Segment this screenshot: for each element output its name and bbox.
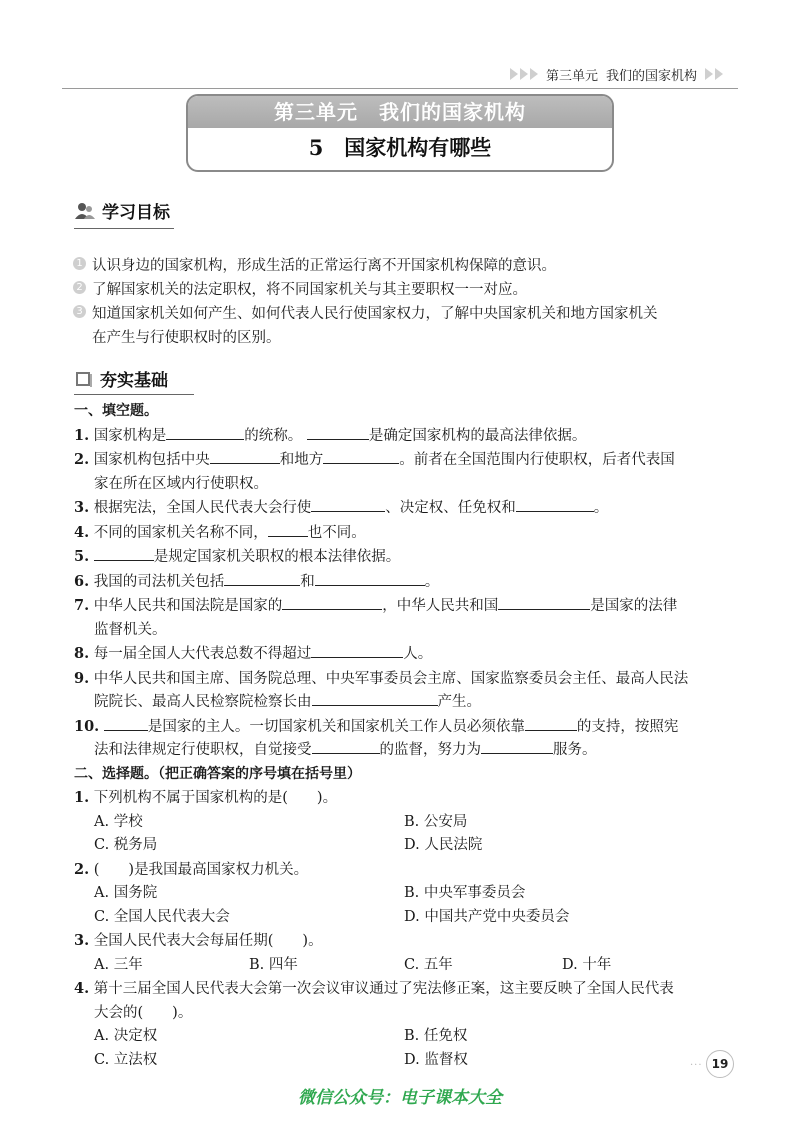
answer-blank[interactable] <box>311 643 403 658</box>
page-number: 19 <box>706 1050 734 1078</box>
objective-number: 3 <box>73 305 86 318</box>
answer-blank[interactable] <box>323 449 399 464</box>
question-2-cont: 家在所在区域内行使职权。 <box>94 475 268 492</box>
part1-title: 一、填空题。 <box>74 403 158 419</box>
mc-question-4 <box>74 977 734 1002</box>
fill-in-section <box>74 400 734 1072</box>
question-text: 的监督，努力为 <box>379 742 481 758</box>
question-6 <box>74 570 734 595</box>
question-number: 2. <box>74 860 90 878</box>
question-text: 、决定权、任免权和 <box>385 500 516 516</box>
question-7 <box>74 594 734 619</box>
question-number: 1. <box>74 426 90 444</box>
question-text: 不同的国家机关名称不同， <box>93 524 268 541</box>
header-divider <box>62 88 738 89</box>
answer-blank[interactable] <box>166 425 244 440</box>
mc-option[interactable]: B. 中央军事委员会 <box>404 885 526 901</box>
answer-blank[interactable] <box>498 595 590 610</box>
question-text: 国家机构包括中央 <box>93 452 210 468</box>
objective-item <box>73 254 733 278</box>
question-number: 2. <box>74 451 90 468</box>
question-text: 和地方 <box>279 452 324 468</box>
header-decoration-right-icon <box>705 68 723 80</box>
question-3 <box>74 496 734 521</box>
answer-blank[interactable] <box>282 595 382 610</box>
question-text: 是国家的法律 <box>590 598 678 614</box>
header-unit: 第三单元 <box>546 68 599 84</box>
question-text: 法和法律规定行使职权，自觉接受 <box>94 742 312 758</box>
answer-blank[interactable] <box>104 716 148 731</box>
question-9 <box>74 667 734 692</box>
mc-question-2 <box>74 858 734 883</box>
objective-number: 1 <box>73 257 86 270</box>
objectives-title: 学习目标 <box>102 203 170 223</box>
part2-title: 二、选择题。（把正确答案的序号填在括号里） <box>74 765 361 782</box>
mc-option[interactable]: A. 学校 <box>94 813 143 830</box>
mc-option[interactable]: C. 立法权 <box>94 1051 158 1068</box>
lesson-title: 5 国家机构有哪些 <box>308 135 492 160</box>
running-header <box>510 64 723 84</box>
question-text: 院院长、最高人民检察院检察长由 <box>94 694 312 710</box>
question-number: 6. <box>74 572 90 590</box>
question-text: 的支持，按照宪 <box>576 718 679 735</box>
question-text: ( )是我国最高国家权力机关。 <box>93 861 309 878</box>
title-box <box>186 94 614 172</box>
question-7-cont: 监督机关。 <box>94 621 167 638</box>
basics-title: 夯实基础 <box>100 371 168 391</box>
objective-item <box>73 302 733 350</box>
objective-number: 2 <box>73 281 86 294</box>
question-1 <box>74 424 734 449</box>
question-text: 根据宪法，全国人民代表大会行使 <box>93 500 312 516</box>
watermark: 微信公众号：电子课本大全 <box>298 1088 502 1108</box>
objective-item <box>73 278 733 302</box>
mc-option[interactable]: D. 十年 <box>562 956 612 973</box>
answer-blank[interactable] <box>312 691 438 706</box>
answer-blank[interactable] <box>224 571 300 586</box>
question-8 <box>74 642 734 667</box>
question-text: 和 <box>300 573 315 590</box>
question-text: 。 <box>424 573 440 590</box>
question-9-cont <box>74 691 734 715</box>
question-text: 每一届全国人大代表总数不得超过 <box>93 646 312 662</box>
basics-header <box>74 366 168 391</box>
answer-blank[interactable] <box>268 522 308 537</box>
answer-blank[interactable] <box>307 425 369 440</box>
question-number: 3. <box>74 932 90 949</box>
mc-options <box>74 1025 734 1049</box>
question-number: 1. <box>74 789 90 806</box>
question-number: 3. <box>74 499 90 516</box>
question-text: 中华人民共和国法院是国家的 <box>93 598 283 614</box>
header-decoration-icon <box>510 68 538 80</box>
question-text: 中华人民共和国主席、国务院总理、中央军事委员会主席、国家监察委员会主任、最高人民法 <box>93 670 689 687</box>
question-text: 下列机构不属于国家机构的是( )。 <box>93 790 338 806</box>
question-text: 是规定国家机关职权的根本法律依据。 <box>153 549 401 565</box>
question-text: 第十三届全国人民代表大会第一次会议审议通过了宪法修正案，这主要反映了全国人民代表 <box>93 981 674 997</box>
objectives-list <box>73 254 733 350</box>
basics-underline <box>74 394 194 395</box>
mc-options <box>74 906 734 930</box>
question-number: 5. <box>74 548 90 565</box>
question-text: 是国家的主人。一切国家机关和国家机关工作人员必须依靠 <box>147 718 525 735</box>
mc-option[interactable]: C. 五年 <box>404 956 453 973</box>
question-number: 9. <box>74 669 90 687</box>
mc-option[interactable]: D. 中国共产党中央委员会 <box>404 908 570 925</box>
objective-text: 了解国家机关的法定职权，将不同国家机关与其主要职权一一对应。 <box>92 282 527 298</box>
answer-blank[interactable] <box>311 497 385 512</box>
answer-blank[interactable] <box>312 739 380 754</box>
question-text: 产生。 <box>437 694 481 710</box>
mc-option[interactable]: A. 决定权 <box>94 1028 158 1044</box>
mc-option[interactable]: B. 公安局 <box>404 813 468 830</box>
mc-option[interactable]: C. 全国人民代表大会 <box>94 908 230 925</box>
question-10 <box>74 715 734 740</box>
unit-title: 第三单元 我们的国家机构 <box>188 96 612 128</box>
mc-options <box>74 954 734 978</box>
objective-text: 知道国家机关如何产生、如何代表人民行使国家权力，了解中央国家机关和地方国家机关 <box>92 306 658 322</box>
objectives-underline <box>74 228 174 229</box>
question-5 <box>74 545 734 570</box>
answer-blank[interactable] <box>481 739 553 754</box>
question-number: 4. <box>74 980 90 997</box>
mc-option[interactable]: C. 税务局 <box>94 837 158 853</box>
mc-option[interactable]: B. 任免权 <box>404 1028 468 1044</box>
question-2 <box>74 448 734 473</box>
page-badge-decoration-icon: ··· <box>690 1060 703 1071</box>
objective-text-cont: 在产生与行使职权时的区别。 <box>92 330 281 346</box>
question-text: 我国的司法机关包括 <box>93 573 225 590</box>
question-number: 10. <box>74 717 100 735</box>
question-text: 全国人民代表大会每届任期( )。 <box>93 933 323 949</box>
mc-option[interactable]: A. 三年 <box>94 956 143 973</box>
question-number: 7. <box>74 597 90 614</box>
question-number: 4. <box>74 523 90 541</box>
user-group-icon <box>74 200 96 222</box>
mc-option[interactable]: D. 人民法院 <box>404 837 483 853</box>
question-text: 人。 <box>403 646 433 662</box>
mc-option[interactable]: B. 四年 <box>249 956 298 973</box>
answer-blank[interactable] <box>210 449 280 464</box>
book-icon <box>74 369 94 389</box>
header-title: 我们的国家机构 <box>606 68 698 84</box>
mc-question-3 <box>74 929 734 954</box>
question-text: 。 <box>593 500 609 516</box>
question-text: 国家机构是 <box>93 427 167 444</box>
answer-blank[interactable] <box>94 546 154 561</box>
question-4 <box>74 521 734 546</box>
question-text: 服务。 <box>553 742 597 758</box>
mc-options <box>74 1049 734 1073</box>
objectives-header <box>74 198 170 223</box>
objective-text: 认识身边的国家机构，形成生活的正常运行离不开国家机构保障的意识。 <box>92 258 556 274</box>
question-text: 。前者在全国范围内行使职权，后者代表国 <box>399 452 675 468</box>
answer-blank[interactable] <box>315 571 425 586</box>
question-10-cont <box>74 739 734 763</box>
question-text: 是确定国家机构的最高法律依据。 <box>368 427 587 444</box>
mc-options <box>74 882 734 906</box>
mc-question-1 <box>74 786 734 811</box>
mc-options <box>74 811 734 835</box>
question-text: ，中华人民共和国 <box>382 598 499 614</box>
mc-option[interactable]: D. 监督权 <box>404 1051 468 1068</box>
question-text: 的统称。 <box>244 427 303 444</box>
answer-blank[interactable] <box>525 716 577 731</box>
answer-blank[interactable] <box>516 497 594 512</box>
mc-question-4-cont: 大会的( )。 <box>94 1004 193 1021</box>
mc-options <box>74 834 734 858</box>
mc-option[interactable]: A. 国务院 <box>94 885 158 901</box>
question-text: 也不同。 <box>307 524 366 541</box>
question-number: 8. <box>74 645 90 662</box>
